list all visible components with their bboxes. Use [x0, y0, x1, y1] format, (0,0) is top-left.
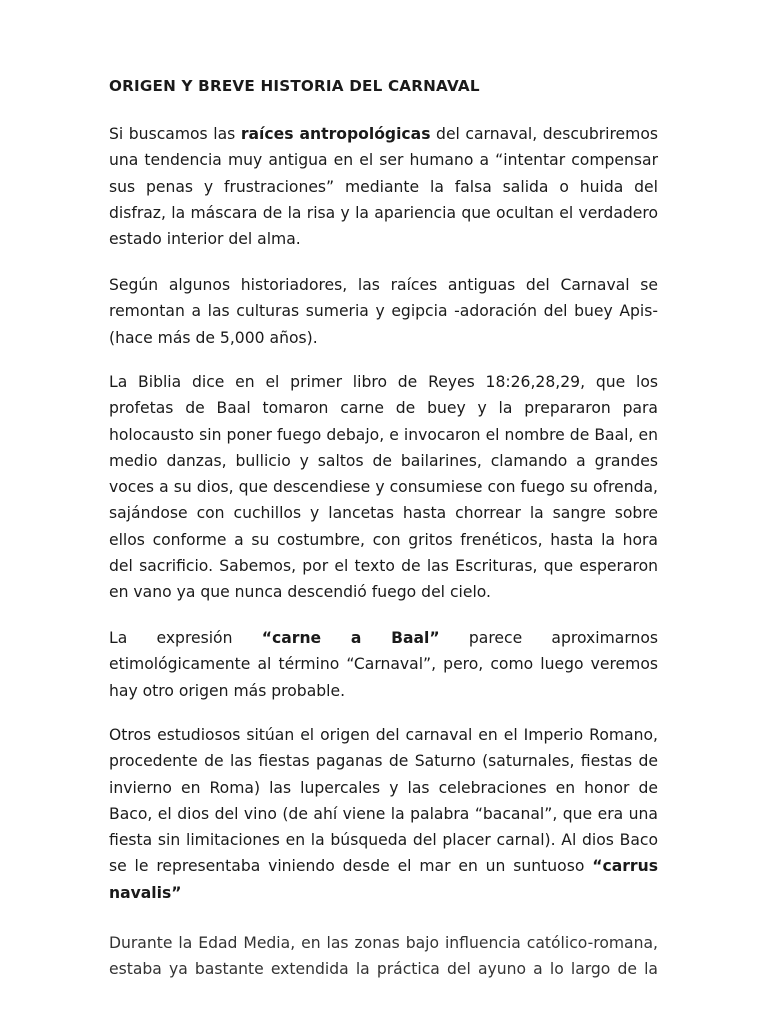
paragraph-6: Durante la Edad Media, en las zonas bajo influencia católico-romana, estaba ya bastante extendida la práctica del ayuno a lo largo de la	[109, 934, 658, 979]
document-title: ORIGEN Y BREVE HISTORIA DEL CARNAVAL	[109, 77, 480, 95]
paragraph-2: Según algunos historiadores, las raíces antiguas del Carnaval se remontan a las culturas sumeria y egipcia -adoración del buey Apis- (hace más de 5,000 años).	[109, 276, 658, 347]
p1-bold-phrase: raíces antropológicas	[240, 125, 431, 143]
paragraph-4	[109, 625, 658, 704]
paragraph-5	[109, 722, 658, 906]
p4-bold-phrase: “carne a Baal”	[261, 629, 440, 647]
p5-bold-phrase: “carrus navalis”	[109, 857, 658, 902]
p4-text-a: La expresión	[109, 629, 262, 647]
p1-text-a: Si buscamos las	[109, 125, 241, 143]
paragraph-3: La Biblia dice en el primer libro de Reyes 18:26,28,29, que los profetas de Baal tomaron carne de buey y la prepararon para holocausto sin poner fuego debajo, e invocaron el nombre de Baal, en medio danzas, bullicio y saltos de bailarines, clamando a grandes voces a su dios, que descendiese y consumiese con fuego su ofrenda, sajándose con cuchillos y lancetas hasta chorrear la sangre sobre ellos conforme a su costumbre, con gritos frenéticos, hasta la hora del sacrificio. Sabemos, por el texto de las Escrituras, que esperaron en vano ya que nunca descendió fuego del cielo.	[109, 373, 658, 602]
p1-text-c: del carnaval, descubriremos una tendencia muy antigua en el ser humano a “intentar compensar sus penas y frustraciones” mediante la falsa salida o huida del disfraz, la máscara de la risa y la apariencia que ocultan el verdadero estado interior del alma.	[109, 125, 658, 249]
p4-text-c: parece aproximarnos etimológicamente al término “Carnaval”, pero, como luego veremos hay otro origen más probable.	[109, 629, 659, 700]
paragraph-1	[109, 121, 658, 252]
p5-text-a: Otros estudiosos sitúan el origen del carnaval en el Imperio Romano, procedente de las fiestas paganas de Saturno (saturnales, fiestas de invierno en Roma) las lupercales y las celebraciones en honor de Baco, el dios del vino (de ahí viene la palabra “bacanal”, que era una fiesta sin limitaciones en la búsqueda del placer carnal). Al dios Baco se le representaba viniendo desde el mar en un suntuoso	[109, 726, 658, 876]
